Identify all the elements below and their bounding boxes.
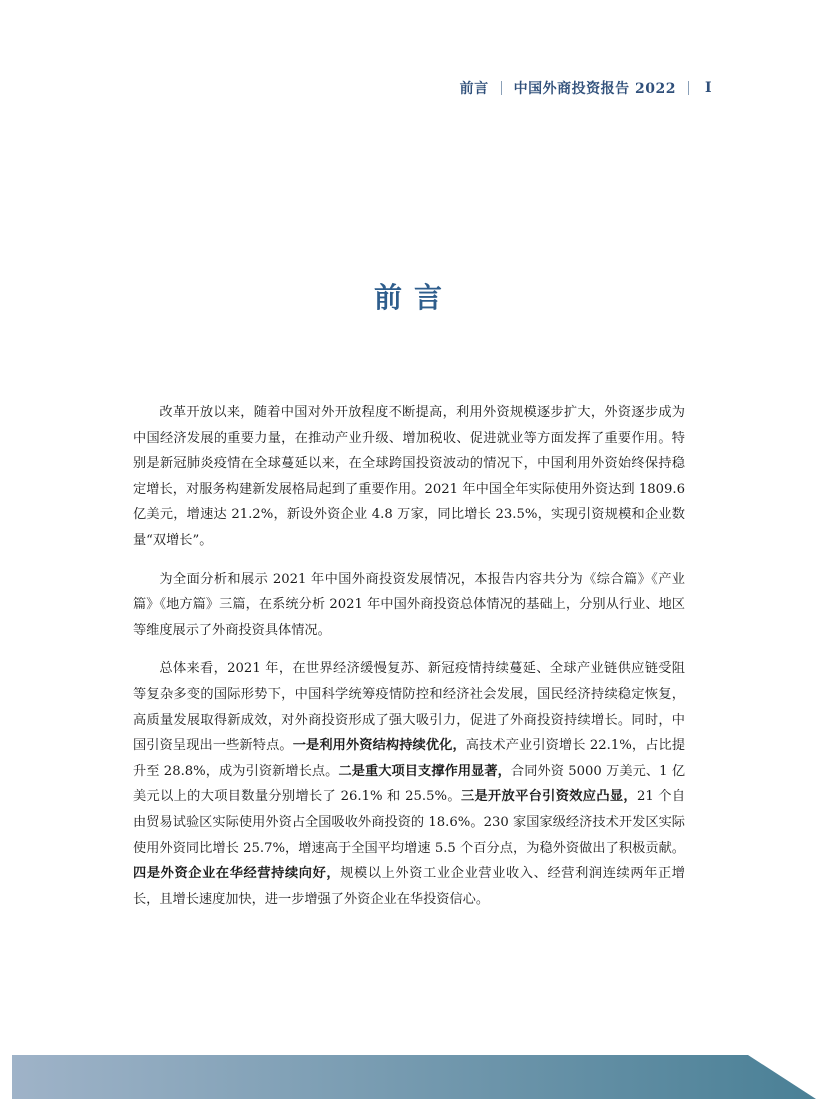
paragraph-3-text: 21 个自由贸易试验区实际使用外资占全国吸收外商投资的 18.6%。230 家国家级经济技术开发区实际使用外资同比增长 25.7%，增速高于全国平均增速 5.5 个百分点，为稳外资做出了积极贡献。 xyxy=(133,789,686,856)
page-number: I xyxy=(704,80,712,96)
header-divider xyxy=(501,81,502,95)
header-divider-right xyxy=(688,81,689,95)
paragraph-2: 为全面分析和展示 2021 年中国外商投资发展情况，本报告内容共分为《综合篇》《产业篇》《地方篇》三篇，在系统分析 2021 年中国外商投资总体情况的基础上，分别从行业、地区等维度展示了外商投资具体情况。 xyxy=(133,571,685,638)
header-section: 前言 xyxy=(459,81,489,97)
footer-decorative-band xyxy=(12,1055,816,1099)
page-title: 前言 xyxy=(373,281,454,314)
paragraph-3-text: 总体来看，2021 年，在世界经济缓慢复苏、新冠疫情持续蔓延、全球产业链供应链受阻等复杂多变的国际形势下，中国科学统筹疫情防控和经济社会发展，国民经济持续稳定恢复，高质量发展取得新成效，对外商投资形成了强大吸引力，促进了外商投资持续增长。同时，中国引资呈现出一些新特点。 xyxy=(133,661,685,754)
highlight-point-1: 一是利用外资结构持续优化， xyxy=(292,738,466,754)
paragraph-1: 改革开放以来，随着中国对外开放程度不断提高，利用外资规模逐步扩大，外资逐步成为中国经济发展的重要力量，在推动产业升级、增加税收、促进就业等方面发挥了重要作用。特别是新冠肺炎疫情在全球蔓延以来，在全球跨国投资波动的情况下，中国利用外资始终保持稳定增长，对服务构建新发展格局起到了重要作用。2021 年中国全年实际使用外资达到 1809.6 亿美元，增速达 21.2%，新设外资企业 4.8 万家，同比增长 23.5%，实现引资规模和企业数量“双增长”。 xyxy=(133,405,685,548)
header-report-title: 中国外商投资报告 2022 xyxy=(513,81,676,97)
paragraph-3-text: 规模以上外资工业企业营业收入、经营利润连续两年正增长，且增长速度加快，进一步增强了外资企业在华投资信心。 xyxy=(133,866,685,907)
highlight-point-4: 四是外资企业在华经营持续向好， xyxy=(133,866,341,882)
running-header xyxy=(460,78,712,98)
body-text xyxy=(133,400,685,925)
paragraph-3 xyxy=(133,656,685,912)
highlight-point-3: 三是开放平台引资效应凸显， xyxy=(460,789,637,805)
highlight-point-2: 二是重大项目支撑作用显著， xyxy=(338,763,511,779)
paragraph-3-text: 高技术产业引资增长 22.1%，占比提升至 28.8%，成为引资新增长点。 xyxy=(133,738,686,779)
paragraph-3-text: 合同外资 5000 万美元、1 亿美元以上的大项目数量分别增长了 26.1% 和 25.5%。 xyxy=(133,763,686,805)
